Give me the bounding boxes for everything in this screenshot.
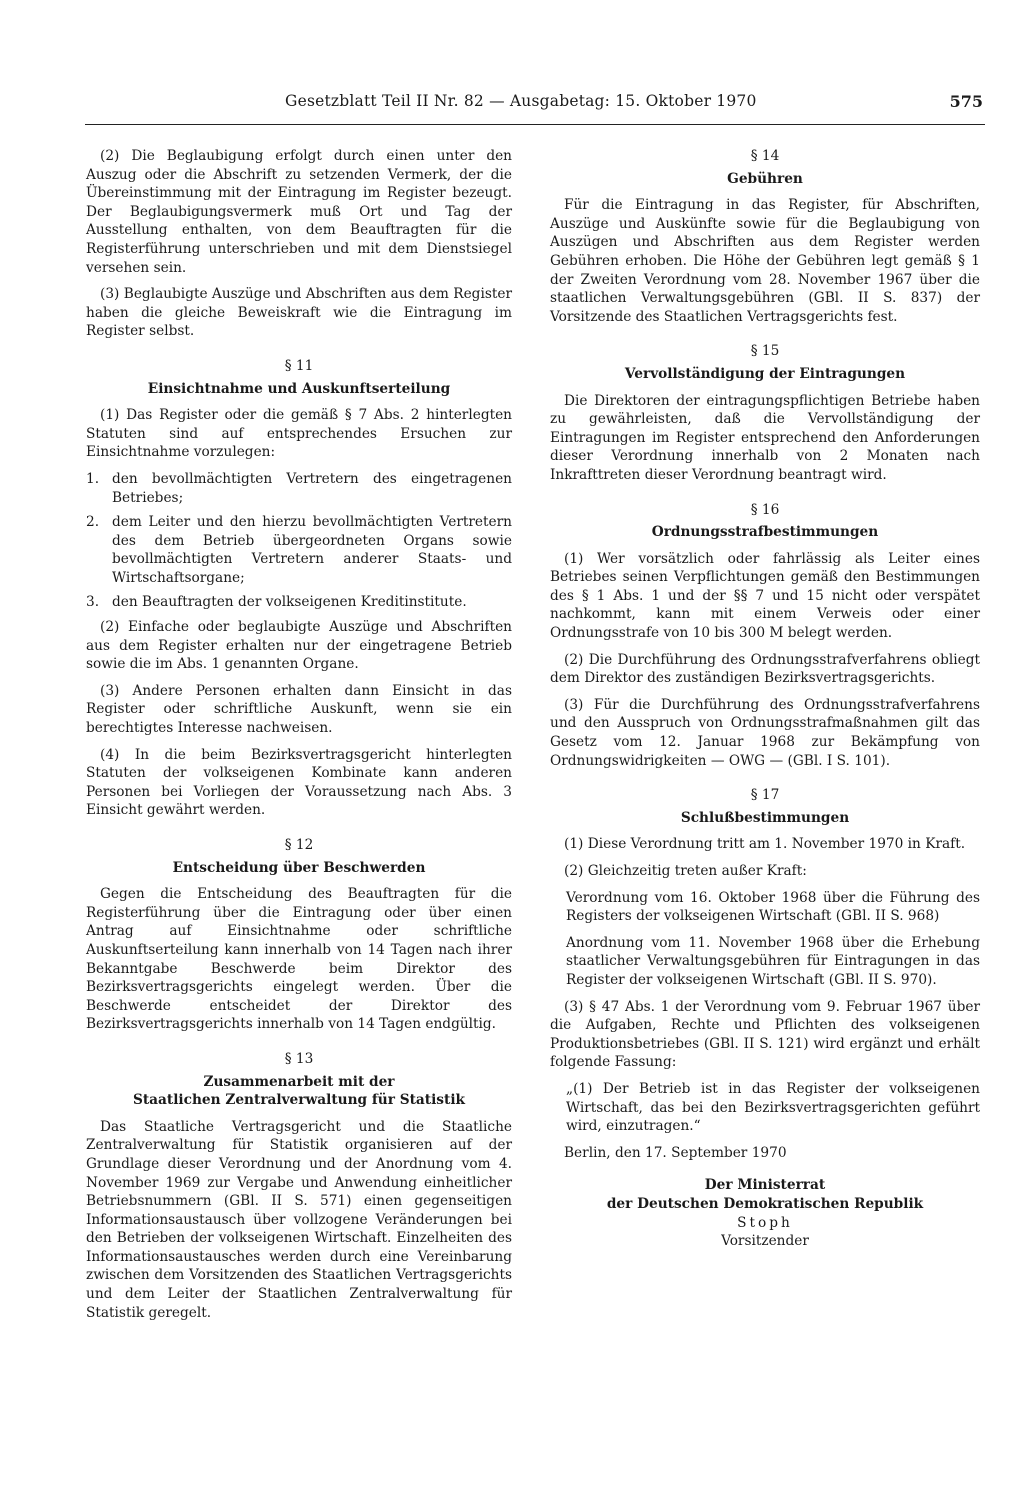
section-13-title-line1: Zusammenarbeit mit der: [203, 1073, 395, 1090]
place-date: Berlin, den 17. September 1970: [564, 1144, 787, 1161]
signatory-role: Vorsitzender: [721, 1233, 809, 1250]
page-header: [85, 90, 985, 125]
right-column: [550, 147, 980, 1251]
header-title: Gesetzblatt Teil II Nr. 82 — Ausgabetag: 15. Oktober 1970: [285, 92, 757, 110]
list-item-number: 1.: [86, 470, 100, 487]
paragraph-11-2: (2) Einfache oder beglaubigte Auszüge und Abschriften aus dem Register erhalten nur der eingetragene Betrieb sowie die im Abs. 1 genannten Organe.: [86, 619, 512, 673]
section-14-number: § 14: [750, 148, 780, 164]
paragraph-15-1: Die Direktoren der eintragungspflichtigen Betriebe haben zu gewährleisten, daß die Vervollständigung der Eintragungen im Register entsprechend den Anforderungen dieser Verordnung innerhalb von 2 Monaten nach Inkrafttreten dieser Verordnung beantragt wird.: [550, 392, 980, 483]
section-11-title: Einsichtnahme und Auskunftserteilung: [147, 380, 451, 397]
section-14-title: Gebühren: [727, 170, 803, 187]
list-item-number: 2.: [86, 514, 100, 531]
section-13-title-line2: Staatlichen Zentralverwaltung für Statistik: [132, 1092, 466, 1109]
paragraph-16-1: (1) Wer vorsätzlich oder fahrlässig als Leiter eines Betriebes seinen Verpflichtungen gemäß den Bestimmungen des § 1 Abs. 1 und der §§ 7 und 15 nicht oder verspätet nachkommt, kann mit einem Verweis oder einer Ordnungsstrafe von 10 bis 300 M belegt werden.: [550, 550, 980, 642]
paragraph-14-1: Für die Eintragung in das Register, für Abschriften, Auszüge und Auskünfte sowie für die Beglaubigung von Auszügen und Abschriften aus dem Register werden Gebühren erhoben. Die Höhe der Gebühren legt gemäß § 1 der Zweiten Verordnung vom 28. November 1967 über die staatlichen Verwaltungsgebühren (GBl. II S. 837) der Vorsitzende des Staatlichen Vertragsgerichts fest.: [550, 197, 980, 325]
section-17-title: Schlußbestimmungen: [680, 809, 850, 826]
list-item-text: dem Leiter und den hierzu bevollmächtigten Vertretern des dem Betrieb übergeordneten Organs sowie bevollmächtigten Vertretern anderer Staats- und Wirtschaftsorgane;: [112, 514, 512, 586]
section-12-title: Entscheidung über Beschwerden: [172, 859, 426, 876]
paragraph-13-1: Das Staatliche Vertragsgericht und die Staatliche Zentralverwaltung für Statistik organisieren auf der Grundlage dieser Verordnung und der Anordnung vom 4. November 1969 zur Vergabe und Anwendung einheitlicher Betriebsnummern (GBl. II S. 571) einen gegenseitigen Informationsaustausch über vollzogene Veränderungen bei den Betrieben der volkseigenen Wirtschaft. Einzelheiten des Informationsaustausches werden durch eine Vereinbarung zwischen dem Vorsitzenden des Staatlichen Vertragsgerichts und dem Leiter der Staatlichen Zentralverwaltung für Statistik geregelt.: [86, 1118, 512, 1321]
paragraph-11-4: (4) In die beim Bezirksvertragsgericht hinterlegten Statuten der volkseigenen Kombinate kann anderen Personen bei Vorliegen der Voraussetzung nach Abs. 3 Einsicht gewährt werden.: [86, 746, 512, 819]
section-16-number: § 16: [750, 501, 780, 518]
list-item: [86, 593, 512, 612]
list-item-number: 3.: [86, 594, 100, 611]
left-column: [86, 147, 512, 1330]
signature-block: [550, 1176, 980, 1250]
section-11-number: § 11: [284, 357, 314, 374]
list-item-text: den bevollmächtigten Vertretern des eingetragenen Betriebes;: [112, 470, 512, 506]
paragraph-12-1: Gegen die Entscheidung des Beauftragten für die Registerführung über die Eintragung oder über einen Antrag auf Einsichtnahme oder schriftliche Auskunftserteilung kann innerhalb von 14 Tagen nach ihrer Bekanntgabe Beschwerde beim Direktor des Bezirksvertragsgerichts eingelegt werden. Über die Beschwerde entscheidet der Direktor des Bezirksvertragsgerichts innerhalb von 14 Tagen endgültig.: [86, 886, 512, 1033]
page-number: 575: [949, 92, 983, 111]
signature-authority-line2: der Deutschen Demokratischen Republik: [606, 1195, 924, 1212]
paragraph-10-3: (3) Beglaubigte Auszüge und Abschriften aus dem Register haben die gleiche Beweiskraft wie die Eintragung im Register selbst.: [86, 286, 512, 340]
paragraph-11-3: (3) Andere Personen erhalten dann Einsicht in das Register oder schriftliche Auskunft, wenn sie ein berechtigtes Interesse nachweisen.: [86, 682, 512, 737]
signatory-name: Stoph: [737, 1214, 793, 1231]
list-item: [86, 513, 512, 587]
paragraph-16-2: (2) Die Durchführung des Ordnungsstrafverfahrens obliegt dem Direktor des zuständigen Bezirksvertragsgerichts.: [550, 651, 980, 687]
paragraph-17-3-quote: „(1) Der Betrieb ist in das Register der volkseigenen Wirtschaft, das bei den Bezirksvertragsgerichten geführt wird, einzutragen.“: [566, 1080, 980, 1135]
section-15-number: § 15: [750, 343, 780, 360]
section-12-number: § 12: [284, 837, 314, 853]
section-15-title: Vervollständigung der Eintragungen: [624, 365, 906, 382]
paragraph-16-3: (3) Für die Durchführung des Ordnungsstrafverfahrens und den Ausspruch von Ordnungsstrafmaßnahmen gilt das Gesetz vom 12. Januar 1968 zur Bekämpfung von Ordnungswidrigkeiten — OWG — (GBl. I S. 101).: [550, 696, 980, 769]
signature-authority-line1: Der Ministerrat: [704, 1177, 826, 1194]
section-16-title: Ordnungsstrafbestimmungen: [651, 524, 879, 541]
list-item-text: den Beauftragten der volkseigenen Kreditinstitute.: [112, 594, 467, 611]
section-17-number: § 17: [750, 787, 780, 804]
paragraph-10-2: (2) Die Beglaubigung erfolgt durch einen unter den Auszug oder die Abschrift zu setzenden Vermerk, der die Übereinstimmung mit der Eintragung im Register bezeugt. Der Beglaubigungsvermerk muß Ort und Tag der Ausstellung enthalten, von dem Beauftragten für die Registerführung unterschrieben und mit dem Dienstsiegel versehen sein.: [86, 148, 512, 276]
paragraph-17-2a: Verordnung vom 16. Oktober 1968 über die Führung des Registers der volkseigenen Wirtschaft (GBl. II S. 968): [566, 889, 980, 925]
section-13-number: § 13: [284, 1050, 314, 1067]
paragraph-17-3: (3) § 47 Abs. 1 der Verordnung vom 9. Februar 1967 über die Aufgaben, Rechte und Pflichten des volkseigenen Produktionsbetriebes (GBl. II S. 121) wird ergänzt und erhält folgende Fassung:: [550, 998, 980, 1071]
paragraph-11-1: (1) Das Register oder die gemäß § 7 Abs. 2 hinterlegten Statuten sind auf entsprechendes Ersuchen zur Einsichtnahme vorzulegen:: [86, 407, 512, 461]
paragraph-17-2: (2) Gleichzeitig treten außer Kraft:: [564, 863, 807, 879]
paragraph-17-1: (1) Diese Verordnung tritt am 1. November 1970 in Kraft.: [564, 836, 966, 853]
paragraph-17-2b: Anordnung vom 11. November 1968 über die Erhebung staatlicher Verwaltungsgebühren für Eintragungen in das Register der volkseigenen Wirtschaft (GBl. II S. 970).: [566, 934, 980, 988]
list-item: [86, 470, 512, 507]
